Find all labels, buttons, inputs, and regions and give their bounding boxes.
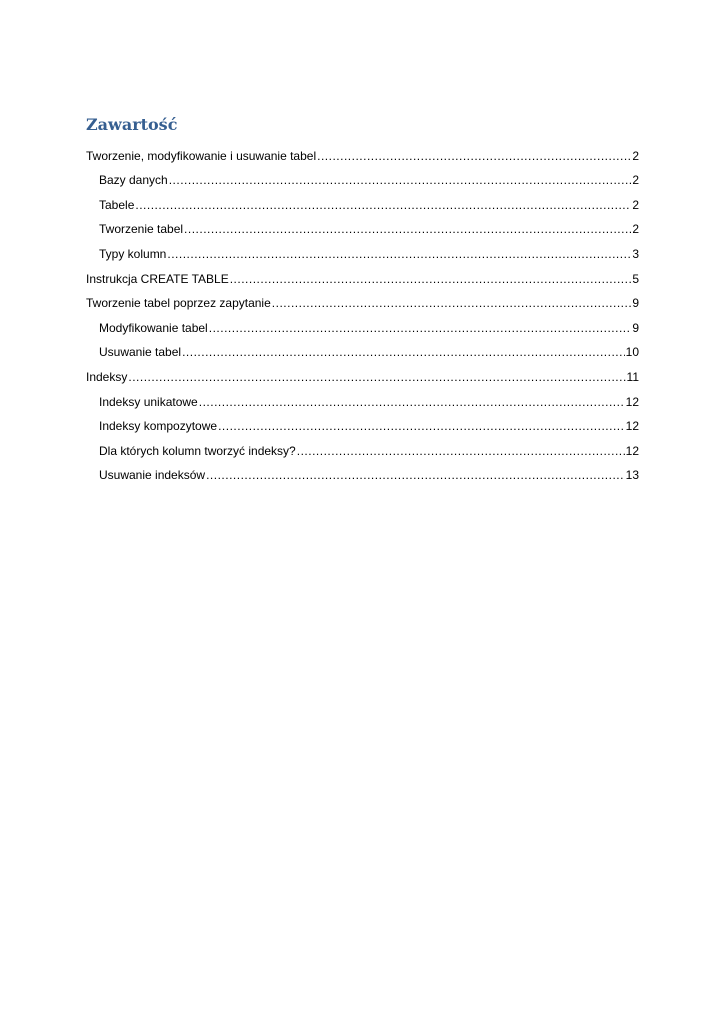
toc-dot-leader [182, 345, 625, 359]
toc-entry[interactable] [86, 236, 639, 261]
toc-page-number: 2 [632, 222, 639, 237]
toc-page-number: 10 [625, 345, 639, 360]
toc-entry[interactable] [86, 138, 639, 163]
toc-entry[interactable] [86, 433, 639, 458]
toc-entry-text: Indeksy unikatowe [99, 394, 198, 409]
toc-entry[interactable] [86, 212, 639, 237]
toc-entry[interactable] [86, 335, 639, 360]
toc-dot-leader [209, 321, 632, 335]
toc-entry[interactable] [86, 409, 639, 434]
toc-entry[interactable] [86, 310, 639, 335]
toc-dot-leader [218, 419, 625, 433]
toc-page-number: 12 [625, 419, 639, 434]
toc-page-number: 2 [632, 148, 639, 163]
toc-entry-text: Modyfikowanie tabel [99, 320, 208, 335]
toc-heading: Zawartość [86, 115, 178, 134]
toc-entry-text: Tabele [99, 197, 135, 212]
toc-entry-text: Tworzenie tabel poprzez zapytanie [86, 296, 271, 311]
toc-page-number: 13 [625, 468, 639, 483]
toc-entry-text: Usuwanie indeksów [99, 468, 206, 483]
toc-dot-leader [167, 247, 631, 261]
toc-dot-leader [272, 296, 632, 310]
toc-dot-leader [184, 222, 631, 236]
toc-dot-leader [135, 198, 631, 212]
toc-page-number: 12 [625, 394, 639, 409]
toc-entry-text: Indeksy [86, 369, 128, 384]
toc-entry[interactable] [86, 384, 639, 409]
toc-page-number: 2 [632, 197, 639, 212]
toc-entry-text: Bazy danych [99, 173, 168, 188]
toc-dot-leader [317, 149, 631, 163]
toc-dot-leader [297, 444, 625, 458]
toc-entry[interactable] [86, 458, 639, 483]
toc-page-number: 5 [632, 271, 639, 286]
toc-page-number: 11 [626, 369, 639, 384]
toc-dot-leader [169, 173, 632, 187]
toc-entry-text: Instrukcja CREATE TABLE [86, 271, 229, 286]
toc-entry[interactable] [86, 163, 639, 188]
toc-page-number: 9 [632, 296, 639, 311]
toc-entry-text: Indeksy kompozytowe [99, 419, 218, 434]
toc-entry[interactable] [86, 286, 639, 311]
toc-entry-text: Dla których kolumn tworzyć indeksy? [99, 443, 296, 458]
toc-entry-text: Tworzenie, modyfikowanie i usuwanie tabel [86, 148, 317, 163]
toc-entry[interactable] [86, 359, 639, 384]
toc-dot-leader [206, 468, 625, 482]
toc-dot-leader [199, 395, 625, 409]
toc-page-number: 3 [632, 246, 639, 261]
toc-entry[interactable] [86, 261, 639, 286]
toc-page-number: 12 [625, 443, 639, 458]
toc-dot-leader [128, 370, 625, 384]
toc-page-number: 9 [632, 320, 639, 335]
toc-page-number: 2 [632, 173, 639, 188]
toc-entry[interactable] [86, 187, 639, 212]
toc-entry-text: Usuwanie tabel [99, 345, 182, 360]
table-of-contents [86, 138, 639, 482]
toc-dot-leader [230, 272, 632, 286]
toc-entry-text: Typy kolumn [99, 246, 167, 261]
toc-entry-text: Tworzenie tabel [99, 222, 184, 237]
